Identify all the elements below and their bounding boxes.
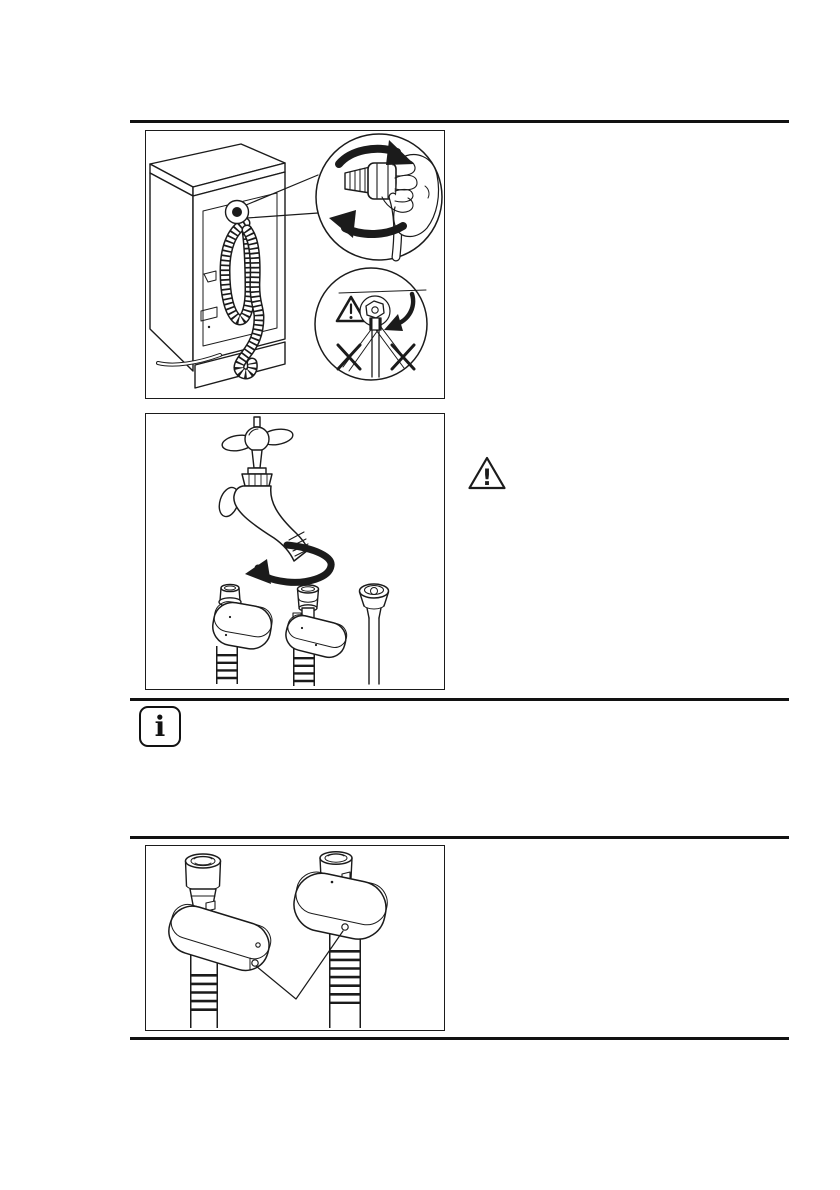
inlet-hose-connection-drawing bbox=[146, 131, 444, 398]
warning-exclamation: ! bbox=[481, 466, 493, 491]
separator-above-valves-figure bbox=[130, 836, 789, 839]
hose-orientation-inset bbox=[315, 268, 427, 380]
figure-safety-valves bbox=[145, 845, 445, 1031]
coupling-straight-valve bbox=[283, 585, 350, 686]
separator-bottom bbox=[130, 1037, 789, 1040]
tap-and-couplings-drawing bbox=[146, 414, 444, 689]
washing-machine-rear bbox=[150, 144, 318, 388]
separator-top bbox=[130, 120, 789, 123]
safety-valve-left bbox=[163, 854, 275, 1028]
figure-tap-and-couplings bbox=[145, 413, 445, 690]
figure-inlet-hose-connection bbox=[145, 130, 445, 399]
warning-icon bbox=[466, 454, 508, 499]
safety-valves-drawing bbox=[146, 846, 444, 1030]
info-glyph: i bbox=[154, 709, 166, 743]
info-icon bbox=[139, 706, 181, 747]
hand-tightening-inset bbox=[316, 134, 442, 260]
coupling-plain-hose bbox=[360, 584, 389, 684]
separator-above-note bbox=[130, 698, 789, 701]
coupling-angled-valve bbox=[210, 584, 275, 684]
safety-valve-right bbox=[289, 852, 391, 1028]
water-tap bbox=[216, 417, 331, 584]
